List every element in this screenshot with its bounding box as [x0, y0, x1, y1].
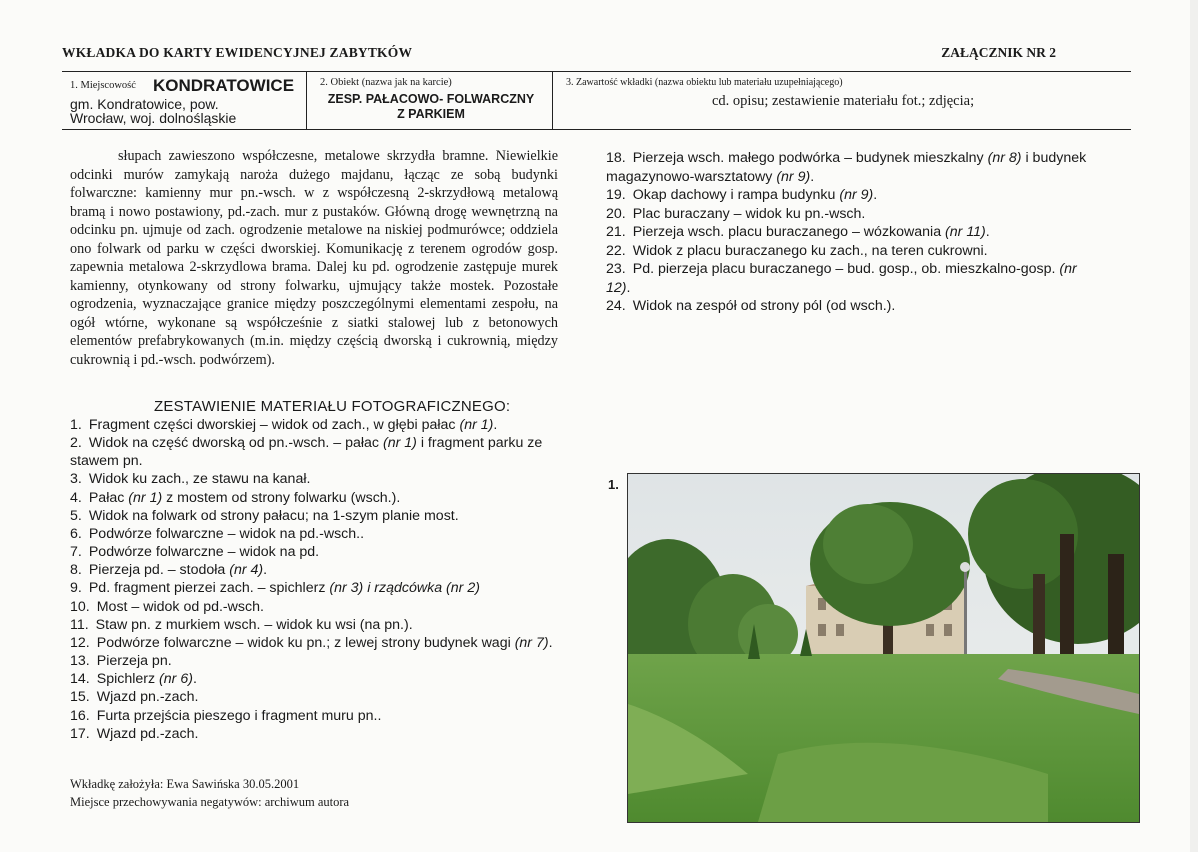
list-item — [70, 579, 560, 597]
list-item-ref: (nr 1) — [382, 435, 417, 452]
header-bottom-rule — [62, 129, 1131, 130]
list-item-number: 16. — [70, 707, 90, 724]
list-item-number: 2. — [70, 435, 82, 452]
object-line-2: Z PARKIEM — [397, 107, 465, 121]
list-item-text: Wjazd pd.-zach. — [96, 725, 199, 742]
list-item-text: Furta przejścia pieszego i fragment muru pn.. — [96, 707, 382, 724]
list-item-text: Widok na folwark od strony pałacu; na 1-szym planie most. — [88, 507, 459, 524]
list-item-text: Widok ku zach., ze stawu na kanał. — [88, 471, 311, 488]
list-item-text: Pd. fragment pierzei zach. – spichlerz — [88, 580, 330, 597]
locality-line-2: Wrocław, woj. dolnośląskie — [70, 110, 237, 126]
object-name — [310, 92, 552, 122]
scan-edge — [1190, 0, 1198, 852]
object-label: 2. Obiekt (nazwa jak na karcie) — [320, 77, 452, 88]
list-item-text: Podwórze folwarczne – widok ku pn.; z lewej strony budynek wagi — [96, 634, 515, 651]
description-text — [70, 147, 558, 369]
list-item-ref: (nr 9) — [776, 168, 811, 185]
description-paragraph — [70, 147, 558, 369]
list-item-text: Pałac — [88, 489, 129, 506]
list-item-text: Podwórze folwarczne – widok na pd. — [88, 544, 320, 561]
list-item-number: 23. — [606, 261, 626, 277]
list-item-suffix: . — [985, 224, 990, 240]
list-item-suffix: . — [192, 671, 197, 688]
list-item-text: Pd. pierzeja placu buraczanego – bud. gosp., ob. mieszkalno-gosp. — [632, 261, 1060, 277]
list-item-number: 7. — [70, 544, 82, 561]
list-item — [70, 688, 560, 706]
contents-label: 3. Zawartość wkładki (nazwa obiektu lub materiału uzupełniającego) — [566, 77, 843, 88]
list-item-text: Pierzeja wsch. placu buraczanego – wózkowania — [632, 224, 946, 240]
list-item — [606, 297, 1091, 316]
list-item-number: 5. — [70, 507, 82, 524]
list-item-ref: (nr 8) — [987, 150, 1022, 166]
list-item-suffix: z mostem od strony folwarku (wsch.). — [162, 489, 401, 506]
list-item — [606, 186, 1091, 205]
list-item-text: Pierzeja pn. — [96, 653, 172, 670]
list-item — [606, 242, 1091, 261]
list-item-number: 6. — [70, 525, 82, 542]
list-item — [70, 525, 560, 543]
list-item-number: 12. — [70, 634, 90, 651]
list-item-suffix: . — [810, 168, 815, 185]
locality-box — [62, 72, 304, 129]
photo-number: 1. — [608, 477, 619, 492]
photograph — [627, 473, 1140, 823]
locality-admin — [70, 97, 310, 125]
list-item — [606, 223, 1091, 242]
list-item-number: 14. — [70, 671, 90, 688]
list-item — [70, 470, 560, 488]
list-item — [70, 725, 560, 743]
list-item — [70, 507, 560, 525]
list-item-suffix: i budynek magazynowo-warsztatowy — [606, 150, 1087, 185]
attachment-number: ZAŁĄCZNIK NR 2 — [941, 45, 1056, 60]
locality-name: KONDRATOWICE — [153, 76, 295, 95]
list-item-number: 21. — [606, 224, 626, 240]
description-start: słupach zawieszono współczesne, metalowe skrzydła bramne. — [118, 148, 489, 164]
list-item — [70, 652, 560, 670]
list-item-text: Podwórze folwarczne – widok na pd.-wsch.. — [88, 525, 365, 542]
list-item — [70, 489, 560, 507]
contents-value: cd. opisu; zestawienie materiału fot.; zdjęcia; — [712, 93, 975, 109]
list-item-number: 24. — [606, 298, 626, 314]
list-item-ref: (nr 1) — [459, 417, 494, 433]
list-item-suffix: . — [263, 562, 268, 579]
list-item-text: Pierzeja pd. – stodoła — [88, 562, 230, 579]
list-item-number: 20. — [606, 205, 626, 222]
list-item-suffix: . — [493, 417, 498, 433]
list-item-number: 3. — [70, 471, 82, 488]
list-item-number: 1. — [70, 417, 82, 433]
list-item-suffix: . — [873, 187, 878, 203]
list-item-text: Wjazd pn.-zach. — [96, 689, 199, 706]
list-item-number: 11. — [70, 616, 89, 633]
list-item-number: 13. — [70, 653, 90, 670]
list-item — [606, 205, 1091, 224]
list-item — [70, 616, 560, 634]
photo-list — [70, 416, 560, 743]
author-line: Wkładkę założyła: Ewa Sawińska 30.05.2001 — [70, 777, 300, 791]
list-item — [70, 634, 560, 652]
list-item — [70, 543, 560, 561]
object-line-1: ZESP. PAŁACOWO- FOLWARCZNY — [327, 92, 535, 106]
locality-line-1: gm. Kondratowice, pow. — [70, 96, 219, 112]
list-item-number: 8. — [70, 562, 82, 579]
list-item — [70, 416, 560, 434]
list-item-number: 22. — [606, 242, 626, 259]
list-item-number: 15. — [70, 689, 90, 706]
list-item-text: Widok z placu buraczanego ku zach., na teren cukrowni. — [632, 242, 988, 259]
list-item-ref: (nr 3) i rządcówka (nr 2) — [329, 580, 480, 597]
list-item-ref: (nr 1) — [128, 489, 163, 506]
object-box — [306, 72, 552, 129]
negatives-location: Miejsce przechowywania negatywów: archiwum autora — [70, 795, 350, 809]
list-item — [606, 260, 1091, 297]
list-item-number: 19. — [606, 187, 626, 203]
insert-title: WKŁADKA DO KARTY EWIDENCYJNEJ ZABYTKÓW — [62, 45, 413, 60]
list-item — [70, 670, 560, 688]
list-item — [70, 434, 560, 470]
list-item — [70, 598, 560, 616]
list-item-text: Widok na zespół od strony pól (od wsch.). — [632, 298, 896, 314]
photo-illustration — [628, 474, 1139, 822]
list-item-ref: (nr 6) — [159, 671, 193, 688]
list-item-suffix: . — [548, 634, 553, 651]
list-item-number: 17. — [70, 725, 90, 742]
list-item-number: 10. — [70, 598, 90, 615]
box-divider-2 — [552, 72, 553, 129]
list-item — [70, 707, 560, 725]
list-item-text: Fragment części dworskiej – widok od zach., w głębi pałac — [88, 417, 460, 433]
list-item-text: Pierzeja wsch. małego podwórka – budynek mieszkalny — [632, 150, 988, 166]
list-item-suffix: i fragment parku ze stawem pn. — [70, 435, 543, 470]
list-item-text: Widok na część dworską od pn.-wsch. – pałac — [88, 435, 383, 452]
description-rest: Niewielkie odcinki murów zamykają naroża dużego majdanu, łącząc ze sobą budynki folwarczne: kamienny mur pn.-wsch. w z współczesną 2-skrzydłową metalową bramą i nowo postawiony, pd.-zach. mur z pustaków. Główną drogę wewnętrzną na odcinku pn. ujmuje od zach. ogrodzenie metalowe na niskiej podmurówce; oddziela ono folwark od parku w części dworskiej. Komunikację z terenem ogrodów gosp. zapewnia metalowa 2-skrzydlowa brama. Dalej ku pd. ogrodzenie zastępuje murek kamienny, otynkowany od strony folwarku, ujmujący także mostek. Pozostałe ogrodzenia, wyznaczające granice między poszczególnymi elementami zespołu, na ogół wtórne, wykonane są współcześnie z siatki stalowej lub z betonowych elementów prefabrykowanych (m.in. między częścią dworską i cukrownią, między cukrownią i pd.-wsch. podwórzem). — [70, 148, 558, 368]
list-item — [70, 561, 560, 579]
list-item-text: Spichlerz — [96, 671, 160, 688]
list-item-ref: (nr 4) — [229, 562, 264, 579]
photo-list-continued — [606, 149, 1091, 316]
list-item-number: 9. — [70, 580, 82, 597]
list-item-ref: (nr 9) — [839, 187, 874, 203]
list-item-text: Most – widok od pd.-wsch. — [96, 598, 264, 615]
list-item-suffix: . — [626, 279, 631, 296]
list-item — [606, 149, 1091, 186]
list-item-number: 18. — [606, 150, 626, 166]
list-item-ref: (nr 7) — [514, 634, 549, 651]
locality-label: 1. Miejscowość — [70, 80, 136, 91]
list-item-number: 4. — [70, 489, 82, 506]
footer — [70, 775, 349, 811]
list-item-text: Okap dachowy i rampa budynku — [632, 187, 840, 203]
list-item-ref: (nr 11) — [945, 224, 986, 240]
list-item-text: Plac buraczany – widok ku pn.-wsch. — [632, 205, 866, 222]
list-item-text: Staw pn. z murkiem wsch. – widok ku wsi (na pn.). — [95, 616, 413, 633]
list-item-ref: (nr 12) — [606, 261, 1077, 296]
photo-list-title: ZESTAWIENIE MATERIAŁU FOTOGRAFICZNEGO: — [154, 398, 511, 415]
